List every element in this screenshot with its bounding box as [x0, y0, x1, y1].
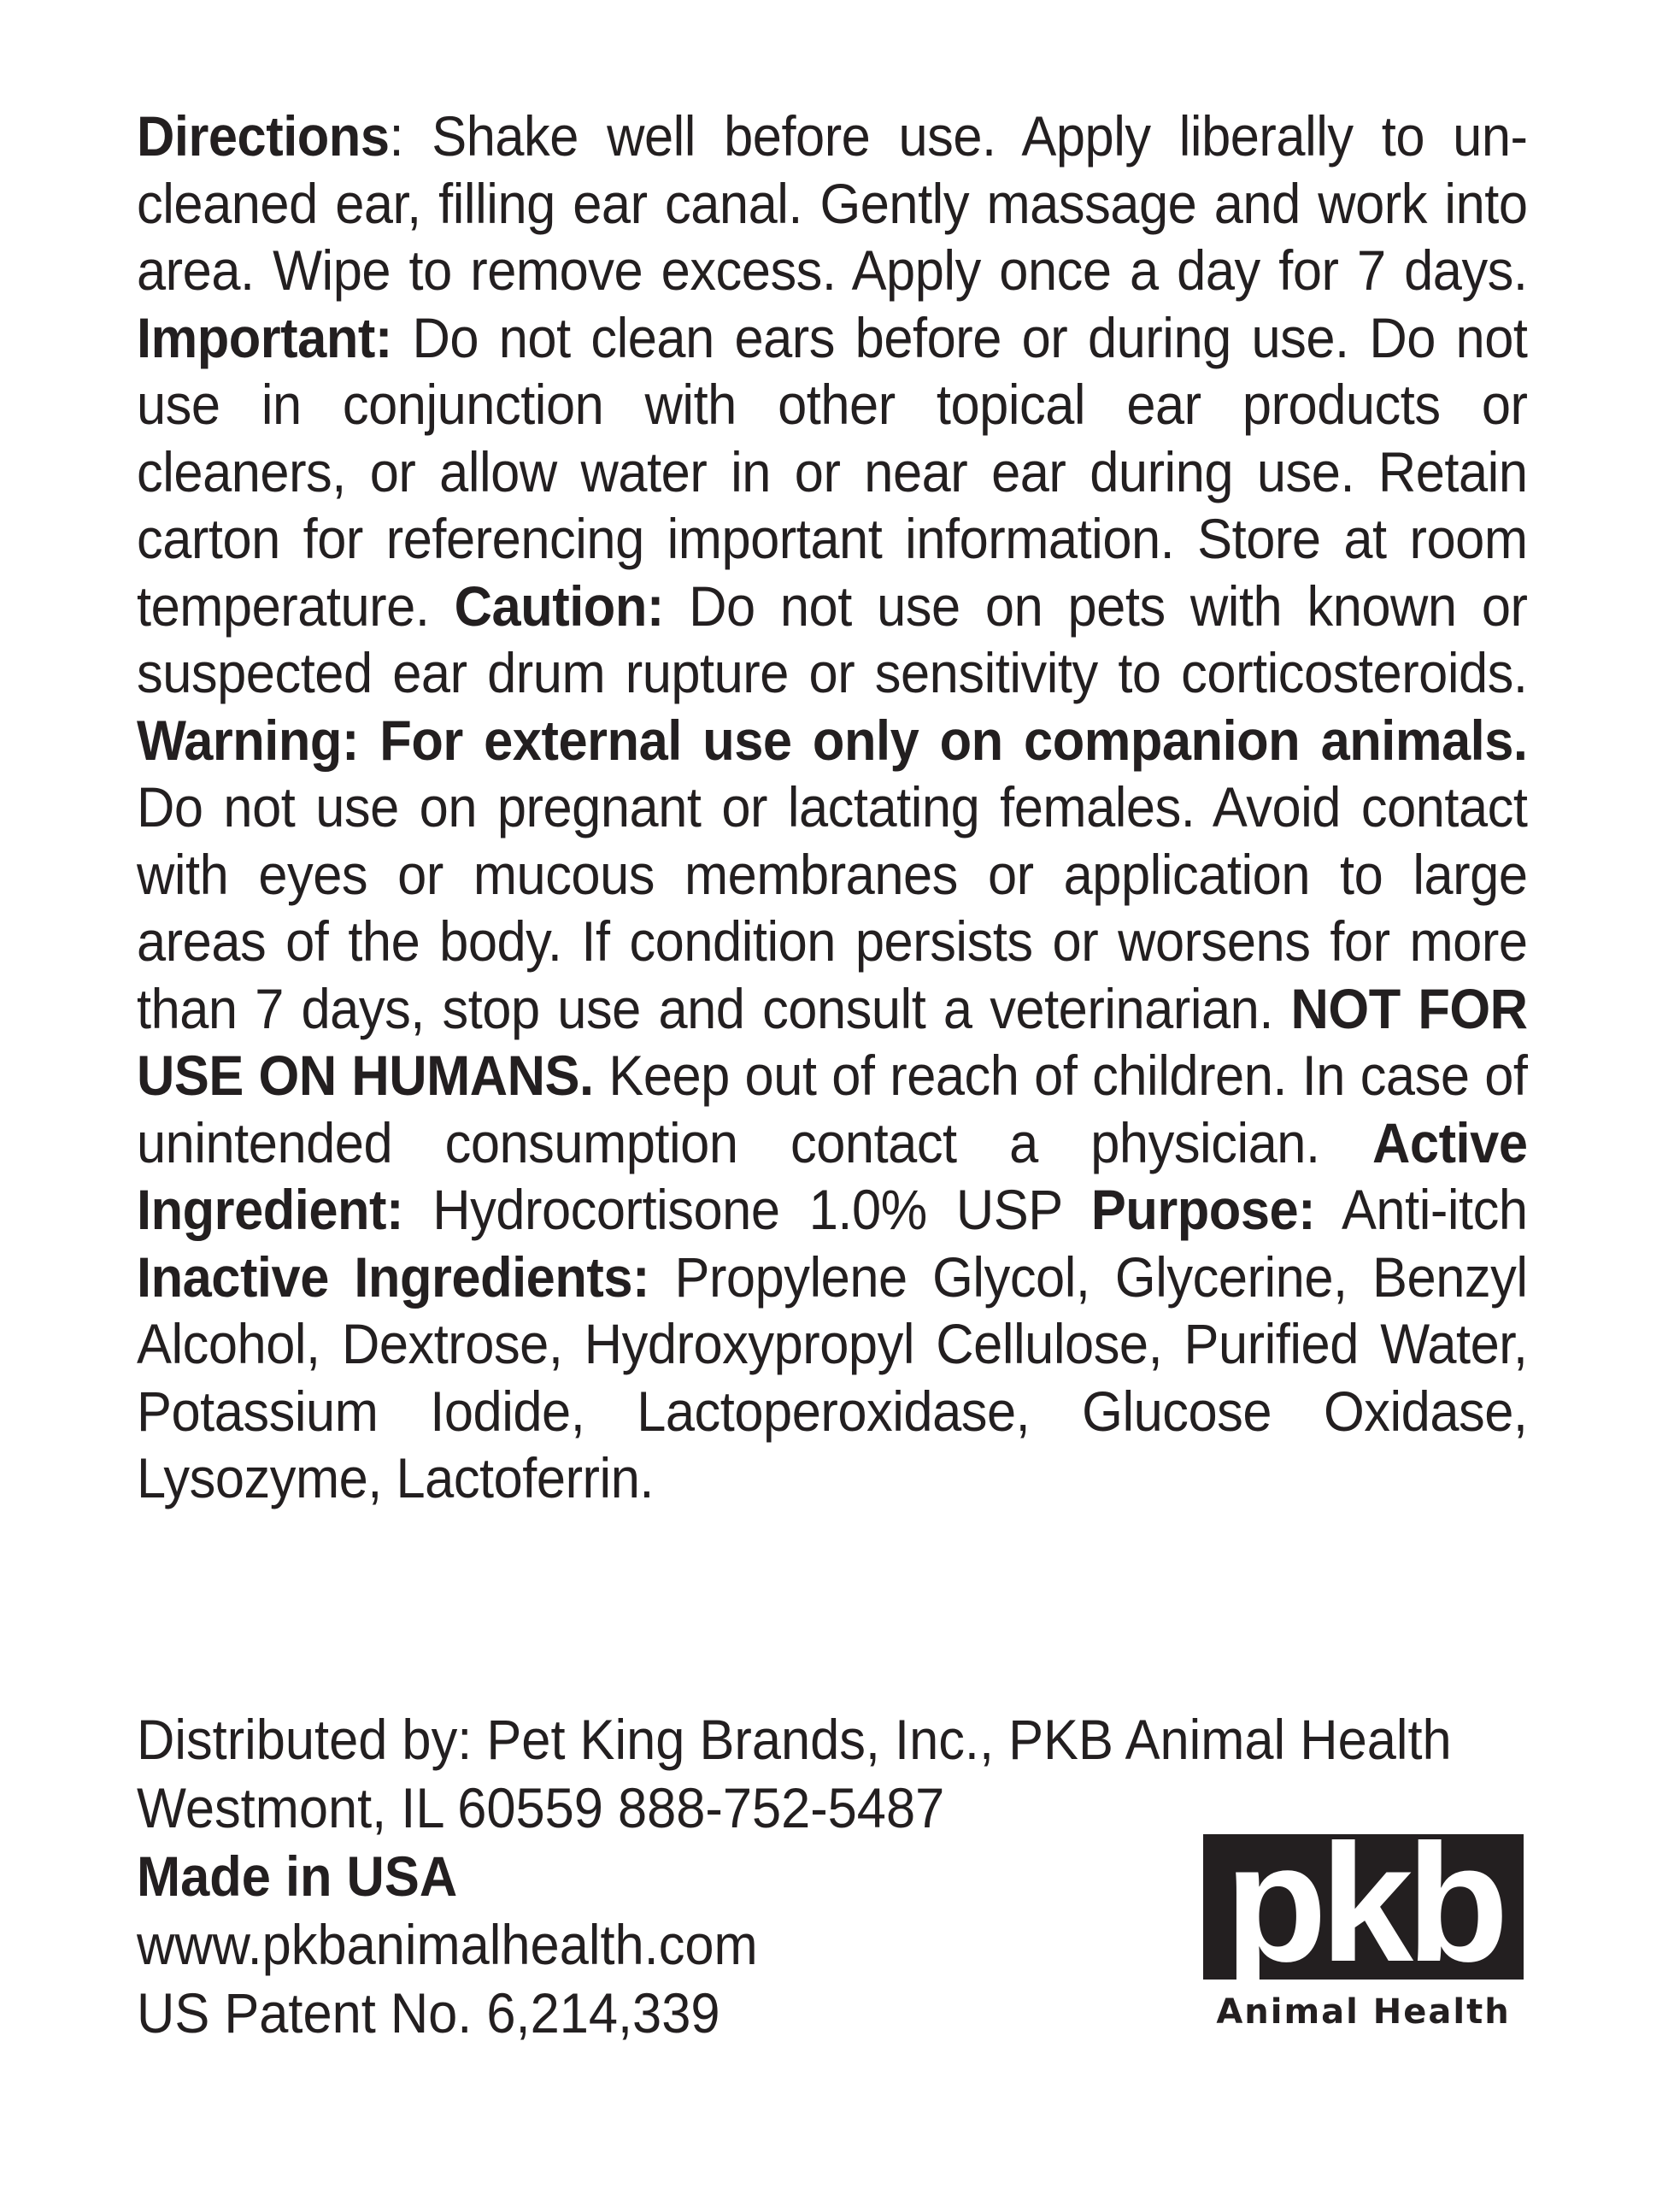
made-in-usa: Made in USA: [137, 1844, 458, 1908]
caution-heading: Caution:: [454, 574, 664, 638]
active-ingredient-text: Hydrocortisone 1.0% USP: [403, 1178, 1091, 1241]
purpose-text: Anti-itch: [1315, 1178, 1528, 1241]
distributor-address: Westmont, IL 60559 888-752-5487: [137, 1776, 945, 1839]
logo-subtitle: Animal Health: [1216, 1992, 1511, 2032]
distributor-line: Distributed by: Pet King Brands, Inc., PKB Animal Health: [137, 1708, 1452, 1771]
warning-text: Do not use on pregnant or lactating females. Avoid contact with eyes or mucous membranes or application to large areas of the body. If condition persists or worsens for more than 7 days, stop use and consult a veterinarian.: [137, 775, 1528, 1040]
pkb-logo: [1203, 1809, 1524, 2032]
logo-mark: pkb: [1225, 1809, 1502, 1997]
important-heading: Important:: [137, 305, 392, 369]
children-warning-text: Keep out of reach of children. In case of unintended consumption contact a physician.: [137, 1044, 1528, 1174]
directions-heading: Directions: [137, 104, 390, 168]
directions-text: : Shake well before use. Apply liberally to un-cleaned ear, filling ear canal. Gently massage and work into area. Wipe to remove excess. Apply once a day for 7 days.: [137, 104, 1528, 302]
inactive-ingredients-heading: Inactive Ingredients:: [137, 1244, 650, 1309]
warning-heading: Warning: For external use only on companion animals.: [137, 708, 1528, 772]
caution-text: Do not use on pets with known or suspected ear drum rupture or sensitivity to corticosteroids.: [137, 574, 1528, 704]
not-for-humans-notice: NOT FOR USE ON HUMANS.: [137, 976, 1528, 1107]
important-text: Do not clean ears before or during use. Do not use in conjunction with other topical ear products or cleaners, or allow water in or near ear during use. Retain carton for referencing important information. Store at room temperature.: [137, 305, 1528, 638]
purpose-heading: Purpose:: [1090, 1178, 1316, 1241]
active-ingredient-heading: Active Ingredient:: [137, 1110, 1528, 1241]
patent-number: US Patent No. 6,214,339: [137, 1981, 720, 2044]
inactive-ingredients-text: Propylene Glycol, Glycerine, Benzyl Alcohol, Dextrose, Hydroxypropyl Cellulose, Purified Water, Potassium Iodide, Lactoperoxidase, Glucose Oxidase, Lysozyme, Lactoferrin.: [137, 1244, 1528, 1509]
label-body-text: [137, 103, 1528, 1512]
website-link: www.pkbanimalhealth.com: [137, 1913, 758, 1976]
